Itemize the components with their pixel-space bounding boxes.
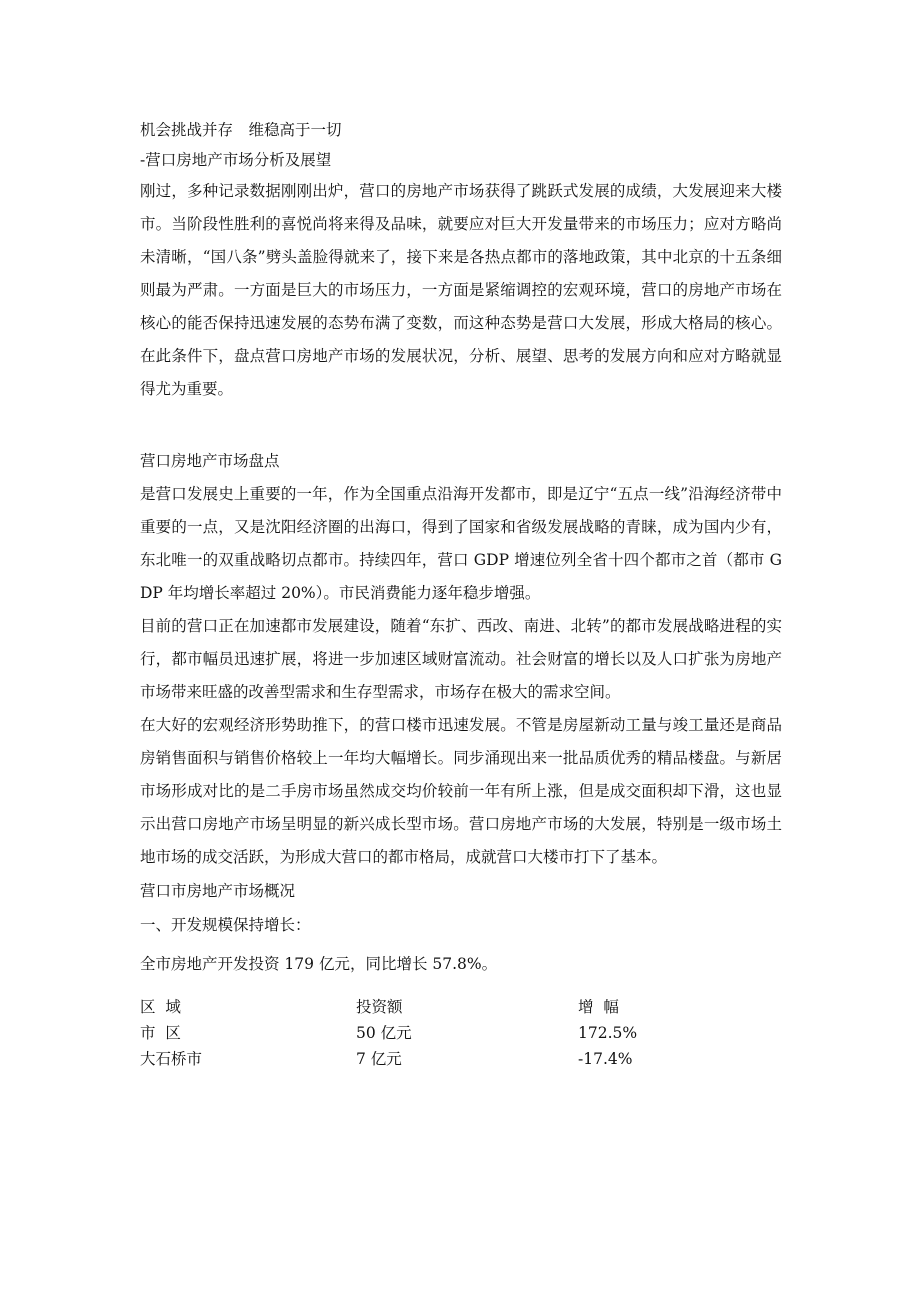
document-title: 机会挑战并存 维稳高于一切	[140, 121, 342, 139]
table-header-row	[140, 994, 738, 1020]
section-heading-market-overview: 营口市房地产市场概况	[140, 882, 296, 900]
cell-growth: 172.5%	[578, 1023, 638, 1042]
cell-investment: 7 亿元	[356, 1049, 402, 1068]
cell-region: 大石桥市	[140, 1049, 203, 1068]
section-heading-market-review: 营口房地产市场盘点	[140, 452, 280, 470]
paragraph-market-growth: 在大好的宏观经济形势助推下，的营口楼市迅速发展。不管是房屋新动工量与竣工量还是商品房销售面积与销售价格较上一年均大幅增长。同步涌现出来一批品质优秀的精品楼盘。与新居市场形成对比的是二手房市场虽然成交均价较前一年有所上涨，但是成交面积却下滑，这也显示出营口房地产市场呈明显的新兴成长型市场。营口房地产市场的大发展，特别是一级市场土地市场的成交活跃，为形成大营口的都市格局，成就营口大楼市打下了基本。	[140, 716, 782, 866]
intro-paragraph: 刚过，多种记录数据刚刚出炉，营口的房地产市场获得了跳跃式发展的成绩，大发展迎来大楼市。当阶段性胜利的喜悦尚将来得及品味，就要应对巨大开发量带来的市场压力；应对方略尚未清晰，“国八条”劈头盖脸得就来了，接下来是各热点都市的落地政策，其中北京的十五条细则最为严肃。一方面是巨大的市场压力，一方面是紧缩调控的宏观环境，营口的房地产市场在核心的能否保持迅速发展的态势布满了变数，而这种态势是营口大发展，形成大格局的核心。在此条件下，盘点营口房地产市场的发展状况，分析、展望、思考的发展方向和应对方略就显得尤为重要。	[140, 182, 782, 398]
cell-growth: -17.4%	[578, 1049, 633, 1068]
document-subtitle: -营口房地产市场分析及展望	[140, 151, 332, 169]
paragraph-strategic-position: 是营口发展史上重要的一年，作为全国重点沿海开发都市，即是辽宁“五点一线”沿海经济带中重要的一点，又是沈阳经济圈的出海口，得到了国家和省级发展战略的青睐，成为国内少有，东北唯一的双重战略切点都市。持续四年，营口 GDP 增速位列全省十四个都市之首（都市 GDP 年均增长率超过 20%）。市民消费能力逐年稳步增强。	[140, 485, 782, 602]
table-row	[140, 1020, 738, 1046]
header-region: 区 域	[140, 997, 181, 1016]
header-investment: 投资额	[356, 997, 403, 1016]
document-body	[140, 115, 782, 1072]
spacer	[140, 406, 782, 444]
investment-summary: 全市房地产开发投资 179 亿元，同比增长 57.8%。	[140, 955, 498, 973]
cell-region: 市 区	[140, 1023, 181, 1042]
subheading-development-scale: 一、开发规模保持增长：	[140, 916, 311, 934]
cell-investment: 50 亿元	[356, 1023, 412, 1042]
header-growth: 增 幅	[578, 997, 619, 1016]
table-row	[140, 1046, 738, 1072]
investment-table	[140, 994, 738, 1072]
paragraph-city-development: 目前的营口正在加速都市发展建设，随着“东扩、西改、南进、北转”的都市发展战略进程的实行，都市幅员迅速扩展，将进一步加速区域财富流动。社会财富的增长以及人口扩张为房地产市场带来旺盛的改善型需求和生存型需求，市场存在极大的需求空间。	[140, 617, 782, 701]
